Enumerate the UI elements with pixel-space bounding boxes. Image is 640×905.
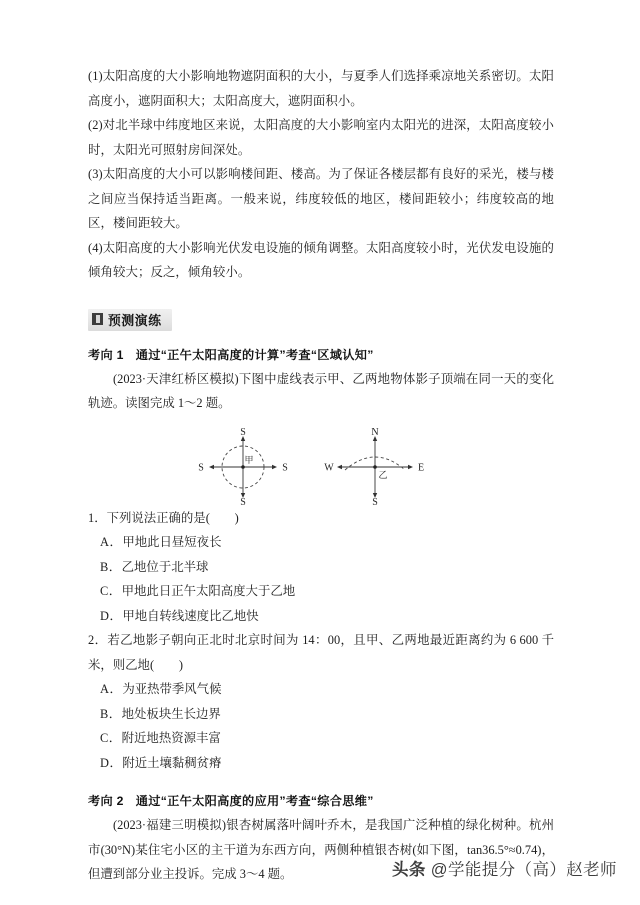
- kaoxiang-2-text: 通过“正午太阳高度的应用”考查“综合思维”: [135, 794, 374, 809]
- kaoxiang-1-heading: [88, 345, 554, 365]
- right-right-label: E: [417, 462, 425, 474]
- square-marker-icon: [92, 313, 103, 325]
- left-bottom-label: S: [240, 496, 246, 506]
- option-letter: B．: [100, 706, 122, 721]
- left-right-label: S: [282, 462, 288, 474]
- option-letter: D．: [100, 608, 123, 623]
- figure-canvas: [193, 428, 453, 506]
- left-center-label: 甲: [244, 454, 254, 465]
- document-content: [88, 64, 554, 899]
- question-1-option-c: [88, 579, 554, 604]
- paragraph-2: (2)对北半球中纬度地区来说，太阳高度的大小影响室内太阳光的进深，太阳高度较小时，太阳光可照射房间深处。: [88, 118, 554, 157]
- question-2-text: 若乙地影子朝向正北时北京时间为 14：00，且甲、乙两地最近距离约为 6 600 千米，则乙地( ): [88, 633, 555, 672]
- paragraph-1: (1)太阳高度的大小影响地物遮阴面积的大小，与夏季人们选择乘凉地关系密切。太阳高度小，遮阴面积大；太阳高度大，遮阴面积小。: [88, 69, 554, 108]
- question-2-option-b: [88, 702, 554, 727]
- option-letter: D．: [100, 755, 123, 770]
- section-badge: [88, 309, 172, 331]
- option-text: 附近土壤黏稠贫瘠: [122, 755, 222, 770]
- question-1-option-b: [88, 555, 554, 580]
- option-text: 甲地自转线速度比乙地快: [122, 608, 259, 623]
- section-title: 预测演练: [108, 312, 162, 328]
- left-left-label: S: [198, 462, 204, 474]
- section-header: [88, 309, 554, 329]
- watermark-handle: @学能提分（高）赵老师: [430, 861, 617, 879]
- figure-right-diagram: [324, 428, 424, 506]
- question-2-number: 2．: [88, 633, 108, 648]
- watermark: [392, 856, 617, 880]
- option-letter: B．: [100, 559, 122, 574]
- kaoxiang-1-stem: (2023·天津红桥区模拟)下图中虚线表示甲、乙两地物体影子顶端在同一天的变化轨迹。读图完成 1～2 题。: [88, 371, 554, 410]
- question-1-number: 1．: [88, 510, 107, 525]
- kaoxiang-1-text: 通过“正午太阳高度的计算”考查“区域认知”: [135, 347, 374, 362]
- question-2-option-d: [88, 751, 554, 776]
- option-text: 地处板块生长边界: [121, 706, 221, 721]
- question-2-option-c: [88, 726, 554, 751]
- question-1-option-a: [88, 530, 554, 555]
- right-center-label: 乙: [378, 469, 388, 480]
- right-left-label: W: [324, 462, 334, 474]
- question-1-text: 下列说法正确的是( ): [106, 510, 239, 525]
- figure-left-diagram: [198, 428, 288, 506]
- option-text: 为亚热带季风气候: [122, 682, 222, 697]
- kaoxiang-2-stem: (2023·福建三明模拟)银杏树属落叶阔叶乔木，是我国广泛种植的绿化树种。杭州市(30°N)某住宅小区的主干道为东西方向，两侧种植银杏树(如下图，tan36.5°≈0.74)，但遭到部分业主投诉。完成 3～4 题。: [88, 818, 554, 882]
- paragraph-3: (3)太阳高度的大小可以影响楼间距、楼高。为了保证各楼层都有良好的采光，楼与楼之间应当保持适当距离。一般来说，纬度较低的地区，楼间距较小；纬度较高的地区，楼间距较大。: [88, 167, 554, 230]
- option-text: 乙地位于北半球: [121, 559, 209, 574]
- option-text: 甲地此日正午太阳高度大于乙地: [121, 584, 296, 599]
- shadow-track-figure: [88, 428, 554, 506]
- figure-svg: [193, 428, 453, 506]
- watermark-prefix: 头条: [392, 861, 431, 879]
- paragraph-4: (4)太阳高度的大小影响光伏发电设施的倾角调整。太阳高度较小时，光伏发电设施的倾角较大；反之，倾角较小。: [88, 240, 554, 279]
- left-top-label: S: [240, 427, 246, 438]
- option-letter: A．: [100, 535, 123, 550]
- option-text: 附近地热资源丰富: [121, 731, 221, 746]
- kaoxiang-1-label: 考向 1: [88, 347, 124, 362]
- right-top-label: N: [371, 427, 379, 438]
- question-1: [88, 506, 554, 531]
- question-1-option-d: [88, 604, 554, 629]
- option-text: 甲地此日昼短夜长: [122, 535, 222, 550]
- kaoxiang-2-label: 考向 2: [88, 794, 124, 809]
- question-2-option-a: [88, 677, 554, 702]
- right-bottom-label: S: [372, 496, 378, 506]
- option-letter: C．: [100, 731, 122, 746]
- question-2: [88, 628, 554, 677]
- option-letter: A．: [100, 682, 123, 697]
- option-letter: C．: [100, 584, 122, 599]
- kaoxiang-2-heading: [88, 791, 554, 811]
